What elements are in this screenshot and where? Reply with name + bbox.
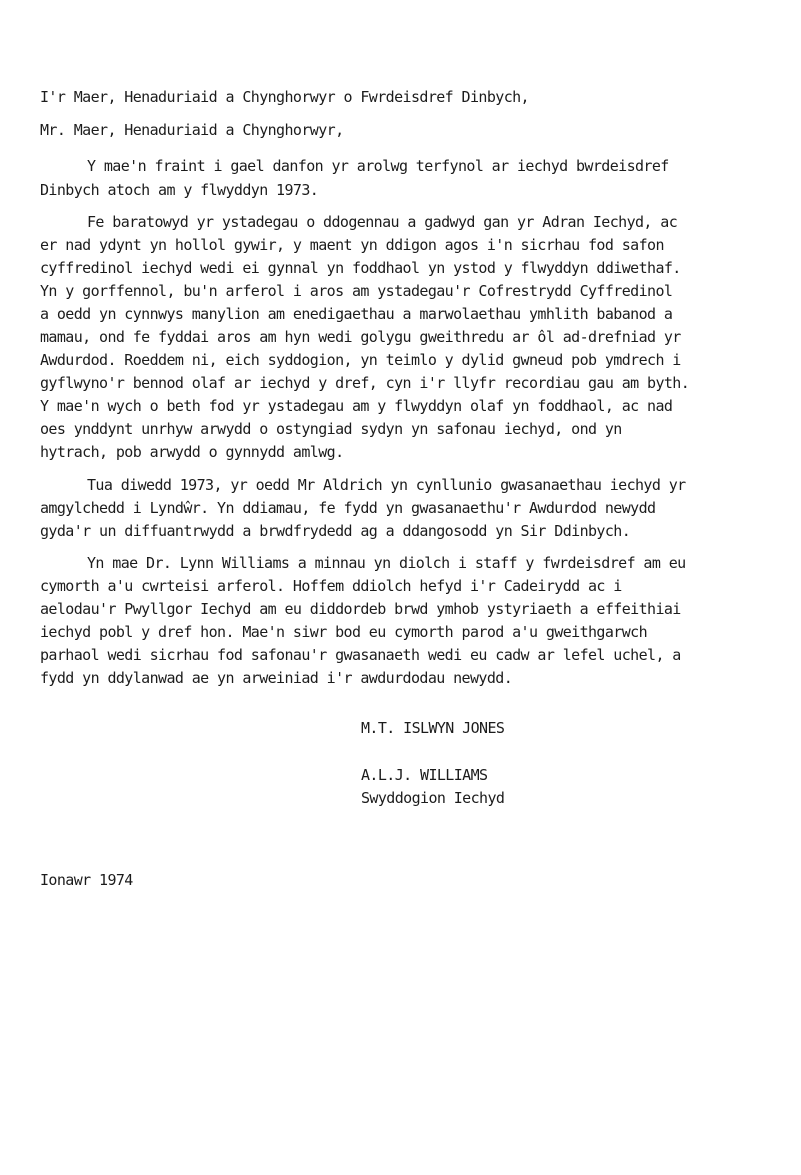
paragraph-2-line: er nad ydynt yn hollol gywir, y maent yn ddigon agos i'n sicrhau fod safon [40,236,664,254]
paragraph-2-line: Awdurdod. Roeddem ni, eich syddogion, yn teimlo y dylid gwneud pob ymdrech i [40,351,681,369]
paragraph-4-line: iechyd pobl y dref hon. Mae'n siwr bod eu cymorth parod a'u gweithgarwch [40,623,648,641]
paragraph-2-line: oes ynddynt unrhyw arwydd o ostyngiad sydyn yn safonau iechyd, ond yn [40,420,622,438]
signatory-name-1: M.T. ISLWYN JONES [361,719,505,737]
paragraph-3-line: gyda'r un diffuantrwydd a brwdfrydedd ag a ddangosodd yn Sir Ddinbych. [40,522,631,540]
letter-date: Ionawr 1974 [40,871,133,889]
paragraph-2-line: a oedd yn cynnwys manylion am enedigaethau a marwolaethau ymhlith babanod a [40,305,673,323]
paragraph-2-line: cyffredinol iechyd wedi ei gynnal yn foddhaol yn ystod y flwyddyn ddiwethaf. [40,259,681,277]
paragraph-4-line: parhaol wedi sicrhau fod safonau'r gwasanaeth wedi eu cadw ar lefel uchel, a [40,646,681,664]
paragraph-2-line: Fe baratowyd yr ystadegau o ddogennau a gadwyd gan yr Adran Iechyd, ac [87,213,678,231]
paragraph-3-line: amgylchedd i Lyndŵr. Yn ddiamau, fe fydd yn gwasanaethu'r Awdurdod newydd [40,499,656,517]
paragraph-4-line: fydd yn ddylanwad ae yn arweiniad i'r awdurdodau newydd. [40,669,513,687]
paragraph-2-line: Y mae'n wych o beth fod yr ystadegau am y flwyddyn olaf yn foddhaol, ac nad [40,397,673,415]
paragraph-2-line: gyflwyno'r bennod olaf ar iechyd y dref, cyn i'r llyfr recordiau gau am byth. [40,374,690,392]
paragraph-4-line: Yn mae Dr. Lynn Williams a minnau yn diolch i staff y fwrdeisdref am eu [87,554,686,572]
paragraph-1-line: Dinbych atoch am y flwyddyn 1973. [40,181,319,199]
paragraph-4-line: aelodau'r Pwyllgor Iechyd am eu diddordeb brwd ymhob ystyriaeth a effeithiai [40,600,681,618]
paragraph-3-line: Tua diwedd 1973, yr oedd Mr Aldrich yn cynllunio gwasanaethau iechyd yr [87,476,686,494]
salutation-line-2: Mr. Maer, Henaduriaid a Chynghorwyr, [40,121,344,139]
paragraph-1-line: Y mae'n fraint i gael danfon yr arolwg terfynol ar iechyd bwrdeisdref [87,157,669,175]
paragraph-2-line: Yn y gorffennol, bu'n arferol i aros am ystadegau'r Cofrestrydd Cyffredinol [40,282,673,300]
signatory-name-2: A.L.J. WILLIAMS [361,766,488,784]
paragraph-4-line: cymorth a'u cwrteisi arferol. Hoffem ddiolch hefyd i'r Cadeirydd ac i [40,577,622,595]
salutation-line-1: I'r Maer, Henaduriaid a Chynghorwyr o Fwrdeisdref Dinbych, [40,88,529,106]
paragraph-2-line: hytrach, pob arwydd o gynnydd amlwg. [40,443,344,461]
paragraph-2-line: mamau, ond fe fyddai aros am hyn wedi golygu gweithredu ar ôl ad-drefniad yr [40,328,681,346]
signatory-title: Swyddogion Iechyd [361,789,505,807]
